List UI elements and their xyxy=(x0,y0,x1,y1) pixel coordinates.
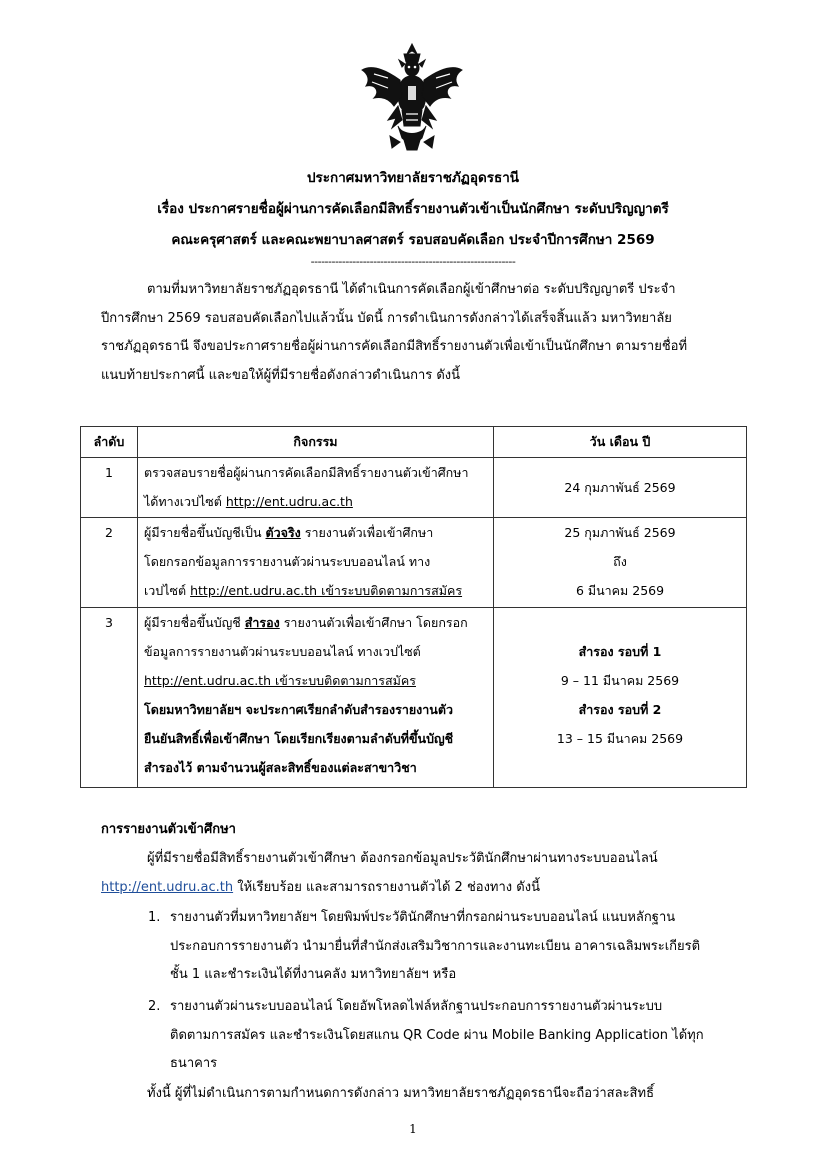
reporting-paragraph-cont: http://ent.udru.ac.th ให้เรียบร้อย และสามารถรายงานตัวได้ 2 ช่องทาง ดังนี้ xyxy=(101,880,540,895)
website-link[interactable]: http://ent.udru.ac.th เข้าระบบติดตามการสมัคร xyxy=(190,583,463,598)
table-row xyxy=(81,608,747,788)
website-link[interactable]: http://ent.udru.ac.th xyxy=(101,880,234,895)
row-no: 2 xyxy=(81,518,138,608)
reporting-paragraph: ผู้ที่มีรายชื่อมีสิทธิ์รายงานตัวเข้าศึกษา ต้องกรอกข้อมูลประวัตินักศึกษาผ่านทางระบบออนไลน์ xyxy=(147,851,658,866)
row-date: สำรอง รอบที่ 1 9 – 11 มีนาคม 2569 สำรอง รอบที่ 2 13 – 15 มีนาคม 2569 xyxy=(494,608,747,788)
intro-line: ราชภัฏอุดรธานี จึงขอประกาศรายชื่อผู้ผ่านการคัดเลือกมีสิทธิ์รายงานตัวเพื่อเข้าเป็นนักศึกษา ตามรายชื่อที่ xyxy=(101,339,688,354)
intro-line: แนบท้ายประกาศนี้ และขอให้ผู้ที่มีรายชื่อดังกล่าวดำเนินการ ดังนี้ xyxy=(101,367,461,383)
website-link[interactable]: http://ent.udru.ac.th xyxy=(225,494,353,509)
table-row xyxy=(81,458,747,518)
table-header-row xyxy=(81,427,747,458)
garuda-emblem xyxy=(358,40,466,152)
list-item: 1. รายงานตัวที่มหาวิทยาลัยฯ โดยพิมพ์ประวัตินักศึกษาที่กรอกผ่านระบบออนไลน์ แนบหลักฐาน ประกอบการรายงานตัว นำมายื่นที่สำนักส่งเสริมวิชาการและงานทะเบียน อาคารเฉลิมพระเกียรติ ชั้น 1 และชำระเงินได้ที่งานคลัง มหาวิทยาลัยฯ หรือ xyxy=(148,910,701,982)
intro-paragraph xyxy=(101,276,728,390)
intro-line: ปีการศึกษา 2569 รอบสอบคัดเลือกไปแล้วนั้น บัดนี้ การดำเนินการดังกล่าวได้เสร็จสิ้นแล้ว มหาวิทยาลัย xyxy=(101,310,672,326)
row-date: 24 กุมภาพันธ์ 2569 xyxy=(494,458,747,518)
table-row xyxy=(81,518,747,608)
closing-statement: ทั้งนี้ ผู้ที่ไม่ดำเนินการตามกำหนดการดังกล่าว มหาวิทยาลัยราชภัฏอุดรธานีจะถือว่าสละสิทธิ์ xyxy=(147,1086,654,1101)
row-activity: ตรวจสอบรายชื่อผู้ผ่านการคัดเลือกมีสิทธิ์รายงานตัวเข้าศึกษา ได้ทางเวปไซต์ http://ent.udru.ac.th xyxy=(138,458,494,518)
col-header-date: วัน เดือน ปี xyxy=(494,427,747,458)
reserve-list-label: สำรอง xyxy=(244,615,280,630)
row-no: 3 xyxy=(81,608,138,788)
list-item: 2. รายงานตัวผ่านระบบออนไลน์ โดยอัพโหลดไฟล์หลักฐานประกอบการรายงานตัวผ่านระบบ ติดตามการสมัคร และชำระเงินโดยสแกน QR Code ผ่าน Mobile Banking Application ได้ทุก ธนาคาร xyxy=(148,999,704,1071)
announcement-subject: เรื่อง ประกาศรายชื่อผู้ผ่านการคัดเลือกมีสิทธิ์รายงานตัวเข้าเป็นนักศึกษา ระดับปริญญาตรี xyxy=(157,201,669,217)
col-header-no: ลำดับ xyxy=(81,427,138,458)
reporting-section-title: การรายงานตัวเข้าศึกษา xyxy=(101,822,236,837)
col-header-activity: กิจกรรม xyxy=(138,427,494,458)
row-date: 25 กุมภาพันธ์ 2569 ถึง 6 มีนาคม 2569 xyxy=(494,518,747,608)
main-list-label: ตัวจริง xyxy=(265,525,301,540)
page-number: 1 xyxy=(409,1122,417,1136)
announcement-title: ประกาศมหาวิทยาลัยราชภัฏอุดรธานี xyxy=(306,170,520,186)
row-activity: ผู้มีรายชื่อขึ้นบัญชีเป็น ตัวจริง รายงานตัวเพื่อเข้าศึกษา โดยกรอกข้อมูลการรายงานตัวผ่านระบบออนไลน์ ทาง เวปไซต์ http://ent.udru.ac.th เข้าระบบติดตามการสมัคร xyxy=(138,518,494,608)
announcement-subject-cont: คณะครุศาสตร์ และคณะพยาบาลศาสตร์ รอบสอบคัดเลือก ประจำปีการศึกษา 2569 xyxy=(171,232,655,248)
schedule-table xyxy=(80,426,747,788)
divider: ----------------------------------------------------------- xyxy=(310,255,516,268)
row-no: 1 xyxy=(81,458,138,518)
row-activity: ผู้มีรายชื่อขึ้นบัญชี สำรอง รายงานตัวเพื่อเข้าศึกษา โดยกรอก ข้อมูลการรายงานตัวผ่านระบบออนไลน์ ทางเวปไซต์ http://ent.udru.ac.th เข้าระบบติดตามการสมัคร โดยมหาวิทยาลัยฯ จะประกาศเรียกลำดับสำรองรายงานตัว ยืนยันสิทธิ์เพื่อเข้าศึกษา โดยเรียกเรียงตามลำดับที่ขึ้นบัญชี สำรองไว้ ตามจำนวนผู้สละสิทธิ์ของแต่ละสาขาวิชา xyxy=(138,608,494,788)
intro-line: ตามที่มหาวิทยาลัยราชภัฏอุดรธานี ได้ดำเนินการคัดเลือกผู้เข้าศึกษาต่อ ระดับปริญญาตรี ประจำ xyxy=(147,282,676,297)
website-link[interactable]: http://ent.udru.ac.th เข้าระบบติดตามการสมัคร xyxy=(144,673,416,688)
